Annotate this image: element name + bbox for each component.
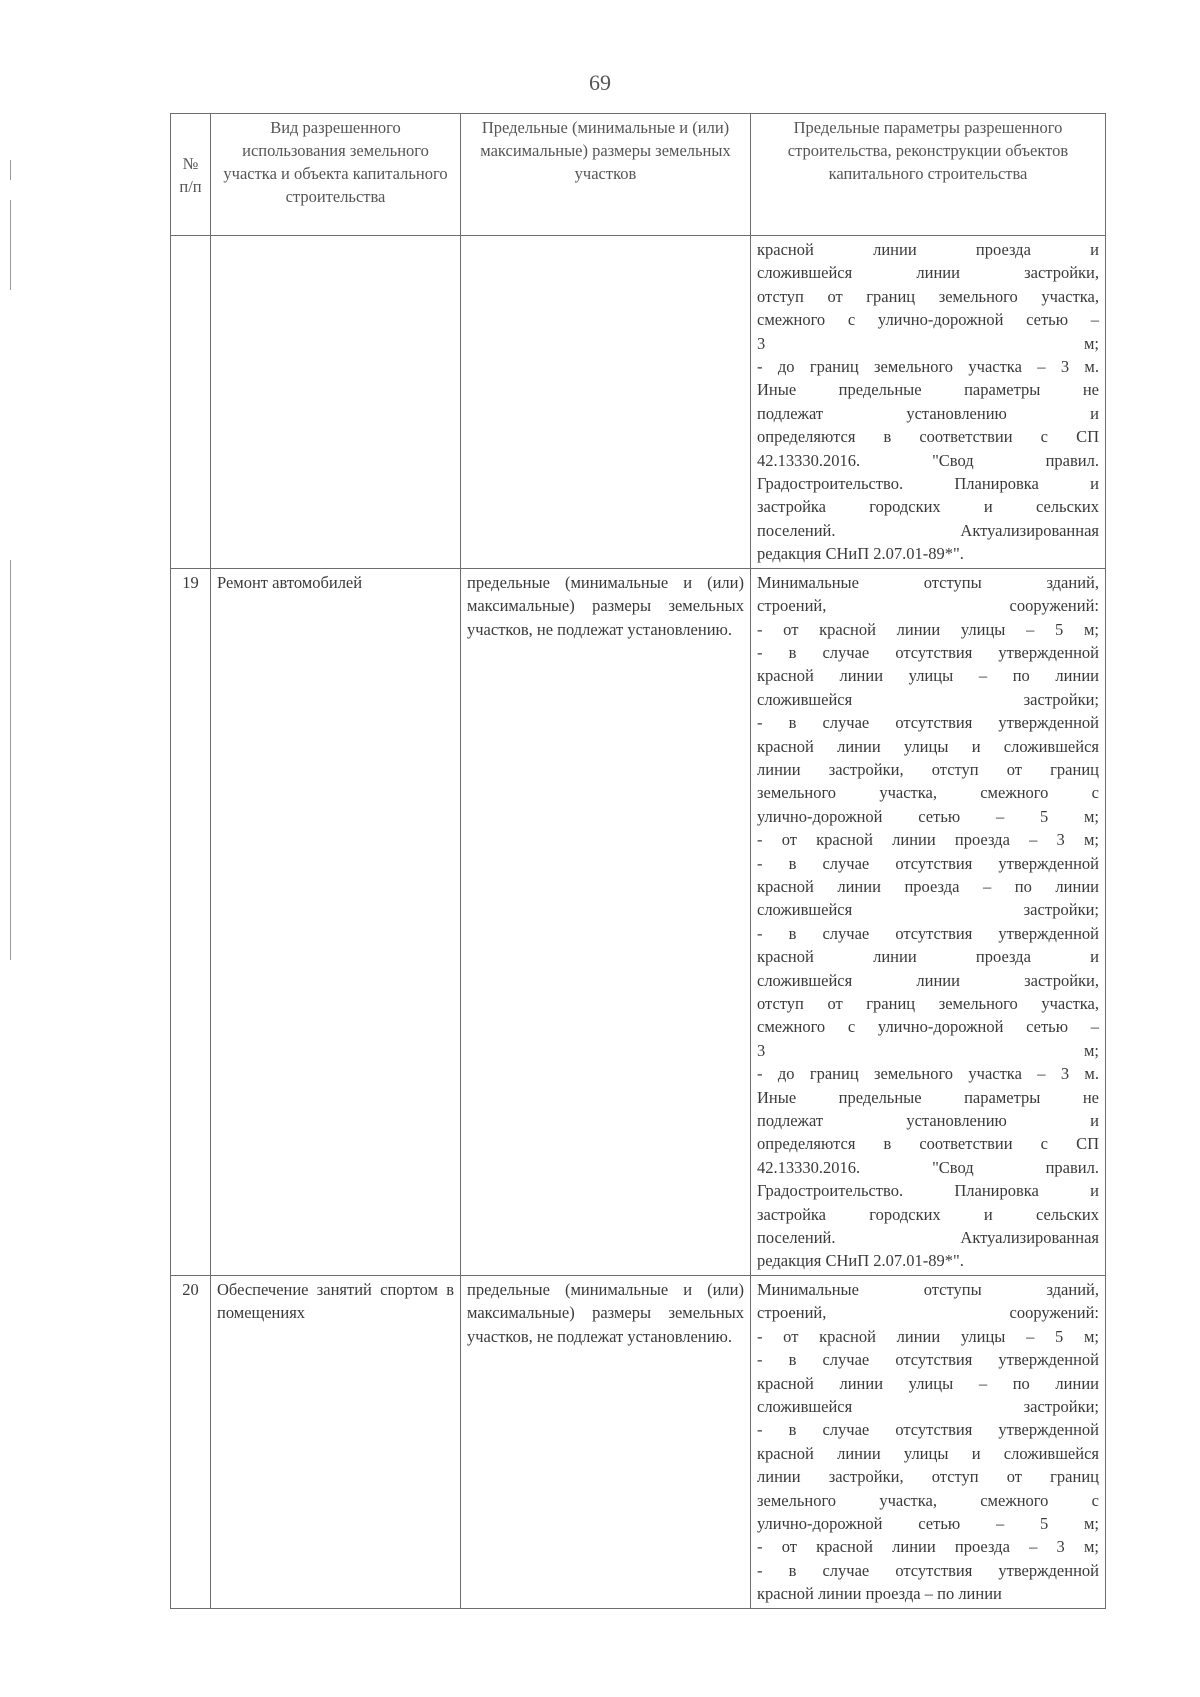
- parameter-line: Иные предельные параметры не: [757, 1087, 1099, 1107]
- parameter-line: смежного с улично-дорожной сетью –: [757, 1017, 1099, 1037]
- parameter-line: поселений. Актуализированная: [757, 1228, 1099, 1248]
- parameter-line: - от красной линии проезда – 3 м;: [757, 830, 1099, 850]
- scan-margin-mark: [10, 200, 11, 290]
- build-parameters: [751, 1275, 1106, 1608]
- regulations-table: [170, 113, 1106, 1609]
- parameter-line: красной линии улицы и сложившейся: [757, 736, 1099, 756]
- parameter-line: смежного с улично-дорожной сетью –: [757, 310, 1099, 330]
- parameter-line: красной линии улицы – по линии: [757, 1373, 1099, 1393]
- parameter-line: линии застройки, отступ от границ: [757, 759, 1099, 779]
- parameter-line: 3 м;: [757, 1040, 1099, 1060]
- parameter-line: Иные предельные параметры не: [757, 380, 1099, 400]
- parameter-line: сложившейся застройки;: [757, 900, 1099, 920]
- parameter-line: определяются в соответствии с СП: [757, 1134, 1099, 1154]
- parameter-line: 3 м;: [757, 333, 1099, 353]
- parameter-line: 42.13330.2016. "Свод правил.: [757, 1157, 1099, 1177]
- row-number: 19: [171, 568, 211, 1275]
- build-parameters: [751, 568, 1106, 1275]
- header-plot-size: Предельные (минимальные и (или) максимальные) размеры земельных участков: [461, 114, 751, 236]
- parameter-line: - в случае отсутствия утвержденной: [757, 1420, 1099, 1440]
- row-number: 20: [171, 1275, 211, 1608]
- parameter-line: красной линии проезда и: [757, 240, 1099, 259]
- parameter-line: строений, сооружений:: [757, 596, 1099, 616]
- build-parameters: [751, 236, 1106, 569]
- plot-size-limits: [461, 236, 751, 569]
- page-number: 69: [589, 70, 611, 95]
- parameter-line: линии застройки, отступ от границ: [757, 1467, 1099, 1487]
- plot-size-limits: предельные (минимальные и (или) максимальные) размеры земельных участков, не подлежат установлению.: [461, 568, 751, 1275]
- plot-size-limits: предельные (минимальные и (или) максимальные) размеры земельных участков, не подлежат установлению.: [461, 1275, 751, 1608]
- parameter-line: улично-дорожной сетью – 5 м;: [757, 806, 1099, 826]
- parameter-line: - в случае отсутствия утвержденной: [757, 642, 1099, 662]
- scan-margin-mark: [10, 160, 11, 180]
- parameter-line: Градостроительство. Планировка и: [757, 474, 1099, 494]
- parameter-line: красной линии проезда – по линии: [757, 1584, 1002, 1604]
- parameter-line: - в случае отсутствия утвержденной: [757, 853, 1099, 873]
- parameter-line: 42.13330.2016. "Свод правил.: [757, 450, 1099, 470]
- parameter-line: - до границ земельного участка – 3 м.: [757, 1064, 1099, 1084]
- table-row: [171, 236, 1106, 569]
- parameter-line: красной линии улицы – по линии: [757, 666, 1099, 686]
- parameter-line: - в случае отсутствия утвержденной: [757, 713, 1099, 733]
- parameter-line: Минимальные отступы зданий,: [757, 572, 1099, 592]
- table-row: [171, 568, 1106, 1275]
- parameter-line: застройка городских и сельских: [757, 1204, 1099, 1224]
- permitted-use: Обеспечение занятий спортом в помещениях: [211, 1275, 461, 1608]
- parameter-line: земельного участка, смежного с: [757, 783, 1099, 803]
- parameter-line: строений, сооружений:: [757, 1303, 1099, 1323]
- scan-margin-mark: [10, 560, 11, 960]
- parameter-line: сложившейся линии застройки,: [757, 263, 1099, 283]
- permitted-use: [211, 236, 461, 569]
- parameter-line: редакция СНиП 2.07.01-89*".: [757, 1251, 964, 1271]
- parameter-line: - от красной линии улицы – 5 м;: [757, 619, 1099, 639]
- parameter-line: отступ от границ земельного участка,: [757, 286, 1099, 306]
- parameter-line: Минимальные отступы зданий,: [757, 1279, 1099, 1299]
- parameter-line: Градостроительство. Планировка и: [757, 1181, 1099, 1201]
- row-number: [171, 236, 211, 569]
- parameter-line: редакция СНиП 2.07.01-89*".: [757, 544, 964, 564]
- header-build-params: Предельные параметры разрешенного строительства, реконструкции объектов капитального строительства: [751, 114, 1106, 236]
- header-number: № п/п: [171, 114, 211, 236]
- parameter-line: - в случае отсутствия утвержденной: [757, 923, 1099, 943]
- parameter-line: - до границ земельного участка – 3 м.: [757, 357, 1099, 377]
- parameter-line: сложившейся застройки;: [757, 689, 1099, 709]
- permitted-use: Ремонт автомобилей: [211, 568, 461, 1275]
- parameter-line: - в случае отсутствия утвержденной: [757, 1350, 1099, 1370]
- parameter-line: красной линии проезда – по линии: [757, 876, 1099, 896]
- parameter-line: поселений. Актуализированная: [757, 520, 1099, 540]
- parameter-line: - в случае отсутствия утвержденной: [757, 1560, 1099, 1580]
- parameter-line: застройка городских и сельских: [757, 497, 1099, 517]
- header-use-type: Вид разрешенного использования земельного участка и объекта капитального строительства: [211, 114, 461, 236]
- parameter-line: красной линии проезда и: [757, 947, 1099, 967]
- table-header-row: [171, 114, 1106, 236]
- parameter-line: определяются в соответствии с СП: [757, 427, 1099, 447]
- parameter-line: - от красной линии улицы – 5 м;: [757, 1326, 1099, 1346]
- parameter-line: отступ от границ земельного участка,: [757, 994, 1099, 1013]
- parameter-line: улично-дорожной сетью – 5 м;: [757, 1513, 1099, 1533]
- parameter-line: сложившейся линии застройки,: [757, 970, 1099, 990]
- parameter-line: красной линии улицы и сложившейся: [757, 1443, 1099, 1463]
- parameter-line: сложившейся застройки;: [757, 1396, 1099, 1416]
- parameter-line: подлежат установлению и: [757, 1111, 1099, 1131]
- parameter-line: земельного участка, смежного с: [757, 1490, 1099, 1510]
- parameter-line: - от красной линии проезда – 3 м;: [757, 1537, 1099, 1557]
- parameter-line: подлежат установлению и: [757, 403, 1099, 423]
- table-row: [171, 1275, 1106, 1608]
